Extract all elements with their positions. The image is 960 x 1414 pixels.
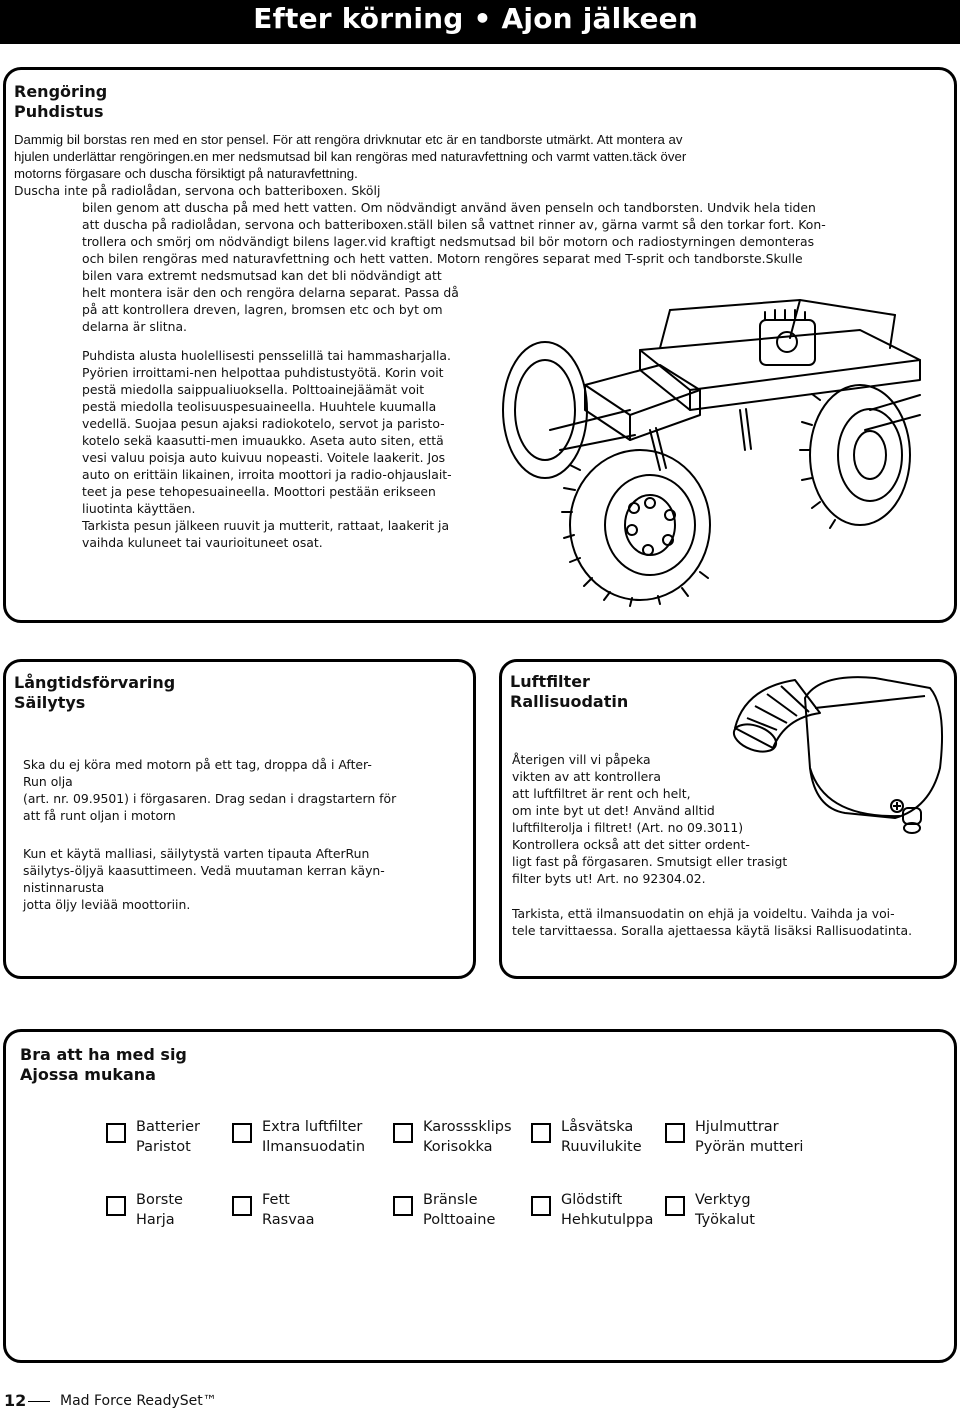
checkbox[interactable] — [531, 1196, 551, 1216]
air-filter-illustration — [725, 668, 955, 838]
checklist-heading-sv: Bra att ha med sig — [20, 1045, 187, 1064]
checklist-item-fi: Hehkutulppa — [561, 1212, 654, 1228]
footer-rule — [28, 1401, 50, 1402]
page-footer — [0, 1393, 300, 1413]
cleaning-text-fi: Puhdista alusta huolellisesti pensselillä tai hammasharjalla. Pyörien irroittami-nen helpottaa puhdistustyötä. Korin voit pestä miedolla saippualiuoksella. Polttoainejäämät voit pestä miedolla teolisuuspesuaineella. Huuhtele kuumalla vedellä. Suojaa pesun ajaksi radiokotelo, servot ja paristo- kotelo sekä kaasutti-men imuaukko. Aseta auto siten, että vesi valuu poisja auto kuivuu nopeasti. Voitele laakerit. Jos auto on erittäin likainen, irroita moottori ja radio-ohjauslait- teet ja pese tehopesuaineella. Moottori pestään erikseen liuotinta käyttäen. Tarkista pesun jälkeen ruuvit ja mutterit, rattaat, laakerit ja vaihda kuluneet tai vaurioituneet osat. — [82, 348, 452, 550]
checklist-item-sv: Bränsle — [423, 1192, 478, 1208]
checklist-heading — [20, 1045, 187, 1085]
air-filter-heading-fi: Rallisuodatin — [510, 692, 629, 711]
cleaning-text-sv-main: Duscha inte på radiolådan, servona och batteriboxen. Skölj bilen genom att duscha på med hett vatten. Om nödvändigt använd även penseln och tandborsten. Undvik hela tiden att duscha på radiolådan, servona och batteriboxen.ställ bilen så vattnet rinner av, gärna varmt så den torkar fort. Kon- trollera och smörj om nödvändigt bilens lager.vid kraftigt nedsmutsad bil bör motorn och radiostyrningen demonteras och bilen rengöras med naturavfettning och hett vatten. Motorn rengöres separat med T-sprit och tandborste.Skulle bilen vara extremt nedsmutsad kan det bli nödvändigt att helt montera isär den och rengöra delarna separat. Passa då på att kontrollera dreven, lagren, bromsen etc och byt om delarna är slitna. — [14, 183, 826, 334]
checklist-item-fi: Ruuvilukite — [561, 1139, 642, 1155]
checklist-item[interactable] — [393, 1190, 553, 1234]
cleaning-heading — [14, 82, 107, 122]
storage-heading-fi: Säilytys — [14, 693, 86, 712]
checkbox[interactable] — [232, 1123, 252, 1143]
storage-text-sv: Ska du ej köra med motorn på ett tag, droppa då i After- Run olja (art. nr. 09.9501) i förgasaren. Drag sedan i dragstartern för att få runt oljan i motorn — [23, 757, 397, 823]
checklist-item-sv: Fett — [262, 1192, 290, 1208]
checklist-heading-fi: Ajossa mukana — [20, 1065, 156, 1084]
page-number: 12 — [4, 1391, 27, 1410]
checklist-item-sv: Verktyg — [695, 1192, 751, 1208]
checklist-item[interactable] — [393, 1117, 553, 1161]
checkbox[interactable] — [665, 1123, 685, 1143]
cleaning-heading-fi: Puhdistus — [14, 102, 104, 121]
checklist-item-sv: Karosssklips — [423, 1119, 512, 1135]
air-filter-text-sv: Återigen vill vi påpeka vikten av att kontrollera att luftfiltret är rent och helt, om inte byt ut det! Använd alltid luftfilterolja i filtret! (Art. no 09.3011) Kontrollera också att det sitter ordent- ligt fast på förgasaren. Smutsigt eller trasigt filter byts ut! Art. no 92304.02. — [512, 752, 788, 886]
checklist-item-sv: Glödstift — [561, 1192, 623, 1208]
checklist-item-sv: Borste — [136, 1192, 183, 1208]
monster-truck-illustration — [490, 290, 950, 610]
checklist-item-fi: Paristot — [136, 1139, 191, 1155]
checkbox[interactable] — [393, 1123, 413, 1143]
checklist-item-sv: Batterier — [136, 1119, 200, 1135]
checkbox[interactable] — [531, 1123, 551, 1143]
checkbox[interactable] — [393, 1196, 413, 1216]
cleaning-heading-sv: Rengöring — [14, 82, 108, 101]
cleaning-text-sv-intro: Dammig bil borstas ren med en stor pensel. För att rengöra drivknutar etc är en tandborste utmärkt. Att montera av hjulen underlättar rengöringen.en mer nedsmutsad bil kan rengöras med naturavfettning och varmt vatten.täck över motorns förgasare och duscha försiktigt på naturavfettning. — [14, 132, 687, 181]
checklist-item-sv: Extra luftfilter — [262, 1119, 363, 1135]
air-filter-text-fi: Tarkista, että ilmansuodatin on ehjä ja voideltu. Vaihda ja voi- tele tarvittaessa. Soralla ajettaessa käytä lisäksi Rallisuodatinta. — [512, 906, 913, 938]
checklist-item[interactable] — [665, 1190, 825, 1234]
checklist-item[interactable] — [232, 1117, 392, 1161]
air-filter-heading-sv: Luftfilter — [510, 672, 590, 691]
storage-heading-sv: Långtidsförvaring — [14, 673, 176, 692]
storage-heading — [14, 673, 175, 713]
checklist-item[interactable] — [665, 1117, 825, 1161]
header-bar — [0, 0, 960, 44]
checklist-item-fi: Pyörän mutteri — [695, 1139, 804, 1155]
storage-text-fi: Kun et käytä malliasi, säilytystä varten tipauta AfterRun säilytys-öljyä kaasuttimeen. Vedä muutaman kerran käyn- nistinnarusta jotta öljy leviää moottoriin. — [23, 846, 385, 912]
checklist-item-fi: Korisokka — [423, 1139, 493, 1155]
checklist-item-fi: Ilmansuodatin — [262, 1139, 366, 1155]
checkbox[interactable] — [106, 1123, 126, 1143]
checklist-item-sv: Hjulmuttrar — [695, 1119, 779, 1135]
air-filter-heading — [510, 672, 628, 712]
checkbox[interactable] — [665, 1196, 685, 1216]
checklist-item-sv: Låsvätska — [561, 1119, 634, 1135]
checklist-item[interactable] — [232, 1190, 392, 1234]
checklist-item-fi: Työkalut — [695, 1212, 755, 1228]
checklist-item-fi: Harja — [136, 1212, 175, 1228]
checkbox[interactable] — [106, 1196, 126, 1216]
checkbox[interactable] — [232, 1196, 252, 1216]
checklist-item-fi: Polttoaine — [423, 1212, 496, 1228]
checklist-item-fi: Rasvaa — [262, 1212, 315, 1228]
product-name: Mad Force ReadySet™ — [60, 1393, 217, 1409]
page-title: Efter körning • Ajon jälkeen — [253, 2, 698, 35]
